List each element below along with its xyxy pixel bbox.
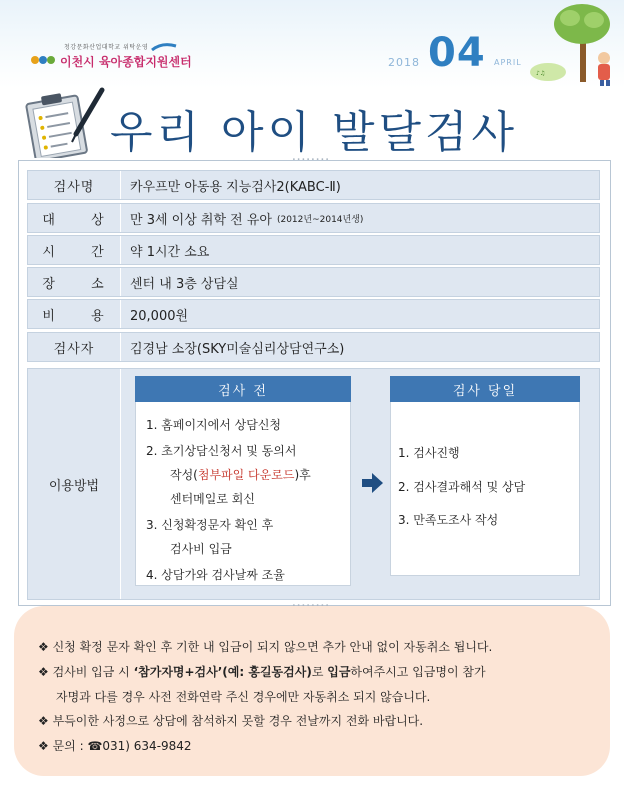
row-value: 20,000원 — [130, 308, 189, 324]
table-row-target — [27, 203, 600, 233]
step-text: 작성( — [170, 468, 198, 482]
table-row-test-name — [27, 170, 600, 200]
center-logo-mark — [30, 54, 58, 66]
row-label: 검사자 — [28, 333, 121, 361]
notice-text: 로 — [311, 665, 328, 679]
svg-text:♪♫: ♪♫ — [536, 70, 546, 77]
row-label: 대 상 — [28, 204, 121, 232]
frame-handle-top: ∙∙∙∙∙∙∙∙ — [292, 156, 331, 163]
row-value: 김경남 소장(SKY미술심리상담연구소) — [130, 341, 345, 357]
day-step-2: 2. 검사결과해석 및 상담 — [398, 480, 526, 494]
test-day-panel — [390, 376, 580, 576]
row-label: 검사명 — [28, 171, 121, 199]
notice-emphasis: 입금 — [327, 665, 351, 679]
row-label: 비 용 — [28, 300, 121, 328]
before-step-2c: 센터메일로 회신 — [170, 492, 255, 506]
table-row-examiner — [27, 332, 600, 362]
notice-item-4 — [38, 737, 192, 754]
right-arrow-icon — [360, 472, 384, 494]
notice-text: ❖ 검사비 입금 시 — [38, 665, 134, 679]
before-step-3a: 3. 신청확정문자 확인 후 — [146, 518, 274, 532]
usage-label: 이용방법 — [28, 369, 121, 599]
before-step-4: 4. 상담가와 검사날짜 조율 — [146, 568, 285, 582]
notice-item-1: ❖ 신청 확정 문자 확인 후 기한 내 입금이 되지 않으면 추가 안내 없이 자동취소 됩니다. — [38, 640, 493, 654]
table-row-cost — [27, 299, 600, 329]
org-subtitle: 청강문화산업대학교 위탁운영 — [64, 44, 149, 51]
notice-item-2-cont: 자명과 다를 경우 사전 전화연락 주신 경우에만 자동취소 되지 않습니다. — [56, 690, 431, 704]
org-name: 이천시 육아종합지원센터 — [60, 55, 192, 69]
row-label: 시 간 — [28, 236, 121, 264]
contact-phone[interactable]: ☎031) 634-9842 — [87, 739, 192, 753]
clipboard-pen-icon — [24, 84, 106, 158]
notice-text: 하여주시고 입금명이 참가 — [350, 665, 486, 679]
before-step-3b: 검사비 입금 — [170, 542, 232, 556]
row-value: 센터 내 3층 상담실 — [130, 276, 239, 292]
row-value: 만 3세 이상 취학 전 유아 — [130, 212, 272, 228]
before-step-2a: 2. 초기상담신청서 및 동의서 — [146, 444, 297, 458]
step-text: )후 — [294, 468, 311, 482]
table-row-location — [27, 267, 600, 297]
notice-item-2 — [38, 663, 486, 680]
table-row-duration — [27, 235, 600, 265]
row-value: 카우프만 아동용 지능검사2(KABC-Ⅱ) — [130, 179, 341, 195]
page-title: 우리 아이 발달검사 — [110, 107, 519, 158]
day-step-3: 3. 만족도조사 작성 — [398, 513, 499, 527]
before-step-2b — [170, 466, 311, 483]
attachment-download-link[interactable]: 첨부파일 다운로드 — [197, 468, 295, 482]
notice-emphasis: ‘참가자명+검사’(예: 홍길동검사) — [133, 665, 312, 679]
row-label: 장 소 — [28, 268, 121, 296]
day-step-1: 1. 검사진행 — [398, 446, 460, 460]
issue-year: 2018 — [388, 56, 420, 69]
notice-item-3: ❖ 부득이한 사정으로 상담에 참석하지 못할 경우 전날까지 전화 바랍니다. — [38, 714, 424, 728]
row-value-note: (2012년~2014년생) — [276, 214, 364, 225]
notice-text: ❖ 문의 : — [38, 739, 88, 753]
logo-swoosh-icon — [150, 42, 178, 52]
before-step-1: 1. 홈페이지에서 상담신청 — [146, 418, 281, 432]
issue-month: 04 — [428, 30, 486, 76]
test-day-title: 검사 당일 — [390, 376, 580, 402]
before-test-title: 검사 전 — [135, 376, 351, 402]
row-value: 약 1시간 소요 — [130, 244, 210, 260]
tree-illustration-icon — [524, 2, 620, 88]
row-value-wrap — [130, 204, 363, 232]
issue-month-name: APRIL — [494, 58, 522, 67]
